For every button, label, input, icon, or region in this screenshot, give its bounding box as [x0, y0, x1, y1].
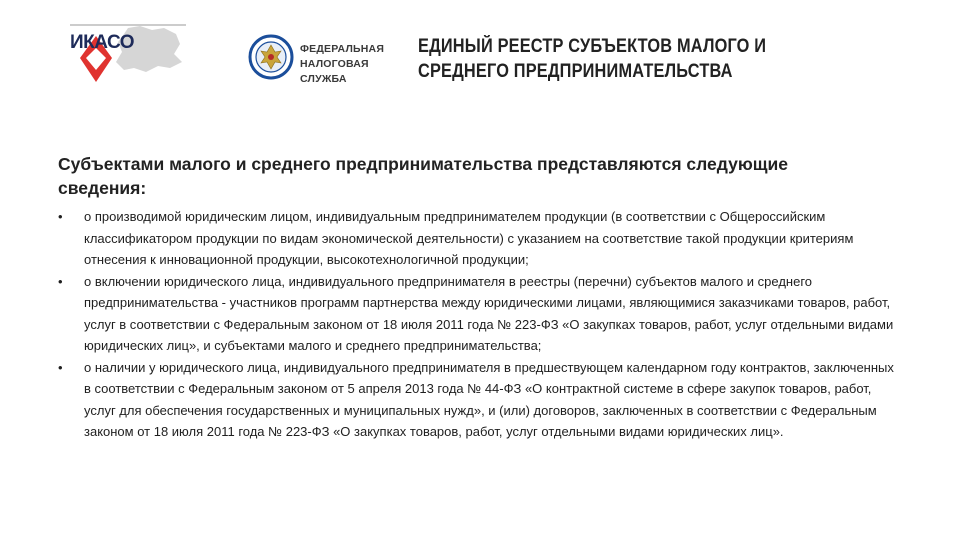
list-item: [58, 271, 904, 357]
bullet-icon: •: [58, 273, 63, 289]
list-item-text: о производимой юридическим лицом, индивидуальным предпринимателем продукции (в соответствии с Общероссийским классификатором продукции по видам экономической деятельности) с указанием на соответствие такой продукции критериям отнесения к инновационной продукции, высокотехнологичной продукции;: [84, 209, 854, 267]
fns-name-line1: ФЕДЕРАЛЬНАЯ: [300, 43, 385, 55]
fns-name-line2: НАЛОГОВАЯ СЛУЖБА: [300, 58, 369, 85]
list-item: [58, 206, 904, 271]
list-item: [58, 357, 904, 443]
registry-title: ЕДИНЫЙ РЕЕСТР СУБЪЕКТОВ МАЛОГО И СРЕДНЕГО ПРЕДПРИНИМАТЕЛЬСТВА: [418, 36, 767, 82]
section-heading: Субъектами малого и среднего предпринимательства представляются следующие сведения:: [58, 154, 789, 198]
bullet-icon: •: [58, 359, 63, 375]
bullet-icon: •: [58, 209, 63, 224]
info-list: [58, 206, 904, 443]
fns-logo: [248, 32, 398, 98]
fns-name: [300, 42, 398, 87]
ikaco-logo: [66, 22, 190, 86]
list-item-text: о включении юридического лица, индивидуального предпринимателя в реестры (перечни) субъектов малого и среднего предпринимательства - участников программ партнерства между юридическими лицами, являющимися заказчиками товаров, работ, услуг в соответствии с Федеральным законом от 18 июля 2011 года № 223-ФЗ «О закупках товаров, работ, услуг отдельными видами юридических лиц», и субъектами малого и среднего предпринимательства;: [84, 273, 894, 353]
fns-emblem-icon: [248, 32, 294, 82]
list-item-text: о наличии у юридического лица, индивидуального предпринимателя в предшествующем календарном году контрактов, заключенных в соответствии с Федеральным законом от 5 апреля 2013 года № 44-ФЗ «О контрактной системе в сфере закупок товаров, работ, услуг для обеспечения государственных и муниципальных нужд», и (или) договоров, заключенных в соответствии с Федеральным законом от 18 июля 2011 года № 223-ФЗ «О закупках товаров, работ, услуг отдельными видами юридических лиц».: [84, 359, 894, 439]
ikaco-text: ИКАСО: [70, 32, 135, 53]
